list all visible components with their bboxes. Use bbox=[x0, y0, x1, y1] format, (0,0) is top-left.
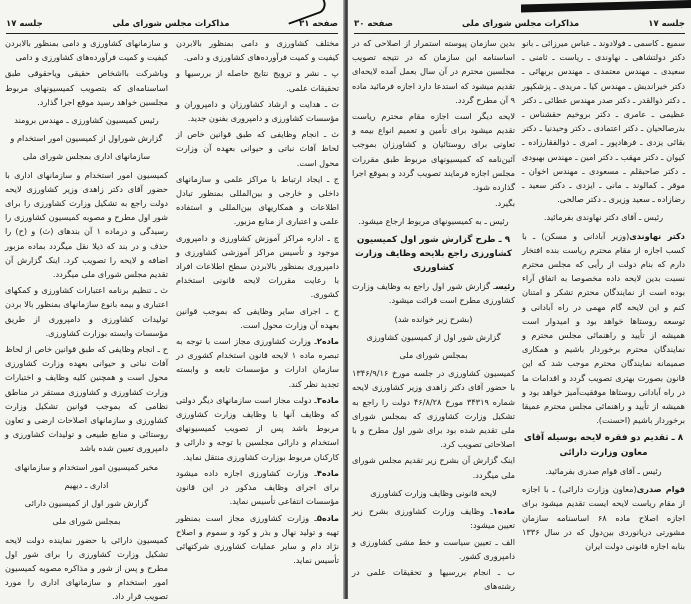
centered-line bbox=[5, 496, 168, 510]
centered-line bbox=[5, 514, 168, 528]
paragraph-text: رئیس ـ آقای قوام صدری بفرمائید. bbox=[545, 465, 662, 476]
centered-line bbox=[5, 149, 168, 163]
speaker-or-article-label: ماده۲ bbox=[316, 336, 339, 347]
paragraph bbox=[5, 533, 168, 604]
paragraph-text: چ ـ اداره مراکز آموزش کشاورزی و دامپروری موجود و تأسیس مراکز آموزشی کشاورزی و دامپروری بمنظور بالابردن سطح اطلاعات افراد با رعایت مقررات لایحه قانونی استخدام کشوری. bbox=[176, 232, 339, 300]
paragraph-text: لایحه دیگر است اجازه مقام محترم ریاست تقدیم میشود برای تأمین و تعمیم انواع بیمه و تعاونی برای روستائیان و کشاورزان بموجب آئین‌نامه که کمیسیونهای مربوط طبق مقررات مجلس اجازه فرمایند تصویب گردد و بموقع اجرا گذارده شود. bbox=[352, 111, 515, 193]
centered-line bbox=[5, 478, 168, 492]
speaker-or-article-label: ماده۳ bbox=[316, 394, 339, 405]
paragraph-text: بمجلس شورای ملی bbox=[52, 516, 121, 527]
running-title: مذاکرات مجلس شورای ملی bbox=[112, 19, 230, 29]
speaker-or-article-label: ماده۴ bbox=[316, 467, 339, 478]
paragraph-text: سازمانهای اداری بمجلس شورای ملی bbox=[22, 151, 151, 162]
paragraph-text: ـ گزارش شور اول راجع به وظایف وزارت کشاورزی مطرح است قرائت میشود. bbox=[352, 281, 515, 306]
paragraph bbox=[352, 196, 515, 210]
paragraph-text: رئیس کمیسیون کشاورزی ـ مهندس برومند bbox=[14, 115, 159, 126]
speaker-or-article-label: قوام صدری bbox=[636, 484, 685, 495]
paragraph-text: ۹ ـ طرح گزارش شور اول کمیسیون کشاورزی راجع بلایحه وظایف وزارت کشاورزی bbox=[355, 234, 512, 274]
centered-line bbox=[352, 348, 515, 362]
paragraph bbox=[176, 127, 339, 170]
paragraph bbox=[176, 304, 339, 332]
paragraph bbox=[5, 66, 168, 109]
paragraph bbox=[5, 36, 168, 64]
session-number: جلسه ۱۷ bbox=[648, 19, 685, 29]
paragraph bbox=[352, 453, 515, 481]
centered-line bbox=[522, 464, 685, 478]
paragraph-text: مخبر کمیسیون امور استخدام و سازمانهای bbox=[14, 461, 159, 472]
scan-edge-shadow bbox=[521, 0, 691, 12]
paragraph-text: ـ وظایف وزارت کشاورزی بشرح زیر تعیین میشود: bbox=[352, 506, 515, 531]
centered-line bbox=[522, 210, 685, 224]
centered-line bbox=[352, 312, 515, 326]
paragraph-text: ح ـ انجام وظایفی که طبق قوانین خاص از لحاظ آفات نباتی و حیوانی بعهده وزارت کشاورزی محول است و همچنین کلیه وظایف و اختیارات وزارت کشاورزی و کشاورزی مستقر در مناطق نظامی که بموجب قوانین تشکیل وزارت کشاورزی و سازمانهای اصلاحات ارضی و تعاون روستائی و منابع طبیعی و تولیدات کشاورزی و دامپروری تعیین شده باشد bbox=[5, 344, 168, 454]
paragraph bbox=[176, 172, 339, 229]
paragraph-text: لایحه قانونی وظایف وزارت کشاورزی bbox=[370, 487, 497, 498]
paragraph-text: (بشرح زیر خوانده شد) bbox=[394, 313, 473, 324]
paragraph-text: اداری ـ دیهیم bbox=[64, 479, 109, 490]
right-page-header bbox=[354, 18, 685, 34]
paragraph-text: کمیسیون دارائی با حضور نماینده دولت لایحه تشکیل وزارت کشاورزی را برای شور اول مطرح و پس از شور و مذاکره مصوبه کمیسیون امور استخدام و سازمانهای اداری را مورد تصویب قرار داد. bbox=[5, 534, 168, 602]
paragraph-text: ج ـ ایجاد ارتباط با مراکز علمی و سازمانهای داخلی و خارجی و بین‌المللی بمنظور تبادل اطلاعات و همکاریهای بین‌المللی و استفاده علمی و اعتباری از منابع مزبور. bbox=[176, 173, 339, 227]
paragraph bbox=[352, 109, 515, 194]
paragraph bbox=[176, 97, 339, 125]
left-page bbox=[0, 0, 344, 602]
paragraph-text: سمیع ـ کاسمی ـ فولادوند ـ عباس میرزائی ـ بانو دکتر دولتشاهی ـ نهاوندی ـ ریاست ـ ثامنی ـ سعیدی ـ مهندس معتمدی ـ مهندس بربهائی ـ دکتر خیراندیش ـ مهندس کیا ـ مریدی ـ پزشکپور ـ دکتر ذوالقدر ـ دکتر صدر مهندس عطائی ـ دکتر عظیمی ـ عامری ـ دکتر بروخیم حقشناس ـ بدرصالحیان ـ دکتر اعتمادی ـ دکتر وحیدنیا ـ دکتر بقائی یزدی ـ فرهادپور ـ امری ـ ذوالفقارزاده ـ کیوان ـ دکتر مهقب ـ دکتر امین ـ مهندس بهبودی ـ دکتر صاحبقلم ـ مسعودی ـ مهندس اخوان ـ موقر ـ کمالوند ـ مانی ـ ایزدی ـ دکتر سعید ـ رضازاده ـ سعید وزیری ـ دکتر صالحی. bbox=[522, 38, 685, 205]
paragraph bbox=[176, 393, 339, 464]
paragraph-text: (وزیر آبادانی و مسکن) ـ با کسب اجازه از مقام محترم ریاست بنده افتخار دارم که بنام دولت از رأیی که مجلس محترم نسبت بدین لایحه داده مخصوصا به اتفاق آراء بوده است از نمایندگان محترم تشکر و امتنان کنم و این لایحه گام مهمی در راه آبادانی و توسعه روستاها خواهد بود و امیدوار است همیشه از تأیید و راهنمائی مجلس محترم و نمایندگان محترم برخوردار باشیم و همکاری صمیمانه نمایندگان محترم موجب شد که این قانون بصورت بهتری تصویب گردد و اقدامات ما در راه آبادانی روستاها موفقیت‌آمیز خواهد بود و همیشه از تأیید و راهنمائی مجلس محترم عمیقا برخوردار باشیم (احسنت). bbox=[522, 230, 685, 426]
paragraph bbox=[352, 504, 515, 532]
paragraph bbox=[176, 466, 339, 509]
paragraph-text: ـ دولت مجاز است سازمانهای دیگر دولتی که وظایف آنها با وظایف وزارت کشاورزی مربوط باشد پس از تصویب کمیسیونهای استخدام و دارائی مجلسین با توجه و دارائی و کارکنان مربوط بوزارت کشاورزی منتقل نماید. bbox=[176, 394, 339, 462]
right-page-column-2 bbox=[522, 36, 685, 592]
page-number: صفحه ۳۰ bbox=[354, 19, 393, 29]
paragraph-text: ت ـ هدایت و ارشاد کشاورزان و دامپروران و مؤسسات کشاورزی و دامپروری بفنون جدید. bbox=[176, 98, 339, 124]
centered-line bbox=[352, 486, 515, 500]
paragraph-text: بدین سازمان پیوسته استمرار از اصلاحی که در اساسنامه این سازمان که در نتیجه تصویب مجلسین محترم در آن سال بعمل آمده لایحه‌ای تقدیم میشود که استدعا دارد اجازه فرمائید ماده ۹ آن مطرح گردد. bbox=[352, 38, 515, 105]
paragraph-text: ح ـ اجرای سایر وظایفی که بموجب قوانین بعهده آن وزارت محول است. bbox=[176, 305, 339, 330]
paragraph bbox=[352, 565, 515, 593]
paragraph-text: الف ـ تعیین سیاست و خط مشی کشاورزی و دامپروری کشور. bbox=[352, 536, 515, 561]
paragraph bbox=[5, 342, 168, 456]
paragraph-text: بگیرد. bbox=[494, 198, 515, 209]
paragraph-text: (معاون وزارت دارائی) ـ با اجازه از مقام ریاست لایحه ایست تقدیم میشود برای اجازه اصلاح ماده ۶۸ اساسنامه سازمان مشورتی دریانوردی بین‌دول که در سال ۱۳۳۶ بنابه اجازه قانونی دولت ایران bbox=[522, 484, 685, 551]
session-number: جلسه ۱۷ bbox=[6, 19, 43, 29]
paragraph-text: ث ـ تنظیم برنامه اعتبارات کشاورزی و کمکهای اعتباری و بیمه بانوع سازمانهای بمنظور بالا بردن تولیدات کشاورزی و دامپروری از طریق مؤسسات وابسته بوزارت کشاورزی. bbox=[5, 285, 168, 338]
paragraph-text: ـ وزارت کشاورزی اجازه داده میشود برای اجرای وظایف مذکور در این قانون مؤسسات انتفاعی تأسیس نماید. bbox=[176, 467, 339, 507]
section-heading bbox=[522, 431, 685, 459]
paragraph-text: پ ـ نشر و ترویج نتایج حاصله از بررسیها و تحقیقات علمی. bbox=[176, 68, 339, 93]
centered-line bbox=[352, 214, 515, 228]
left-page-column-2 bbox=[176, 36, 339, 592]
paragraph bbox=[176, 231, 339, 302]
paragraph-text: گزارش شور اول از کمیسیون دارائی bbox=[24, 498, 149, 509]
paragraph-text: گزارش شور اول از کمیسیون کشاورزی bbox=[366, 331, 501, 342]
paragraph-text: کمیسیون امور استخدام و سازمانهای اداری با حضور آقای دکتر زاهدی وزیر کشاورزی لایحه دولت راجع به تشکیل وزارت کشاورزی را برای شور اول مطرح و مصوبه کمیسیون کشاورزی را رسیدگی و درماده ۱ آن بندهای (ث) و (ح) را حذف و در بند که ذیلا نقل میگردد بماده مزبور اضافه و لایحه را تصویب کرد. اینک گزارش آن تقدیم مجلس شورای ملی میگردد. bbox=[5, 169, 169, 280]
paragraph bbox=[352, 36, 515, 107]
centered-line bbox=[5, 113, 168, 127]
paragraph bbox=[176, 36, 339, 64]
paragraph-text: بمجلس شورای ملی bbox=[399, 350, 468, 361]
centered-line bbox=[352, 330, 515, 344]
paragraph-text: رئیس ـ آقای دکتر نهاوندی بفرمائید. bbox=[543, 212, 664, 223]
paragraph-text: ث ـ انجام وظایفی که طبق قوانین خاص از لحاظ آفات نباتی و حیوانی بعهده آن وزارت محول است. bbox=[176, 129, 339, 168]
section-heading bbox=[352, 233, 515, 276]
paragraph-text: ب ـ انجام بررسیها و تحقیقات علمی در رشته‌های bbox=[352, 566, 515, 592]
paragraph bbox=[352, 279, 515, 307]
paragraph-text: کمیسیون کشاورزی در جلسه مورخ ۱۳۴۶/۹/۱۶ با حضور آقای دکتر زاهدی وزیر کشاورزی لایحه شماره ۳۴۳۱۹ مورخ ۴۶/۸/۲۸ دولت را راجع به تشکیل وزارت کشاورزی که بمجلس شورای ملی تقدیم شده بود برای شور اول مطرح و با اصلاحاتی تصویب کرد. bbox=[352, 368, 516, 450]
paragraph-text: گزارش شوراول از کمیسیون امور استخدام و bbox=[10, 133, 163, 144]
paragraph-text: ـ وزارت کشاورزی مجاز است با توجه به تبصره ماده ۱ لایحه قانون استخدام کشوری در سازمان ادارات و مؤسسات تابعه و وابسته تجدید نظر کند. bbox=[176, 336, 339, 389]
paragraph bbox=[176, 511, 339, 568]
speaker-or-article-label: دکتر نهاوندی bbox=[629, 230, 686, 241]
left-page-header bbox=[6, 18, 338, 34]
right-page bbox=[348, 0, 691, 599]
paragraph bbox=[522, 229, 685, 428]
paragraph-text: مختلف کشاورزی و دامی بمنظور بالابردن کیفیت و کمیت فرآورده‌های کشاورزی و دامی. bbox=[176, 38, 339, 63]
right-page-column-1 bbox=[352, 36, 515, 592]
speaker-or-article-label: رئیس bbox=[495, 281, 515, 292]
centered-line bbox=[5, 131, 168, 145]
paragraph bbox=[352, 535, 515, 563]
centered-line bbox=[5, 460, 168, 474]
paragraph-text: رئیس ـ به کمیسیونهای مربوط ارجاع میشود. bbox=[358, 216, 509, 227]
paragraph bbox=[176, 334, 339, 391]
speaker-or-article-label: ماده۵ bbox=[316, 512, 339, 523]
paragraph-text: و سازمانهای کشاورزی و دامی بمنظور بالابردن کیفیت و کمیت فرآورده‌های کشاورزی و دامی bbox=[5, 38, 168, 63]
left-page-column-1 bbox=[5, 36, 169, 602]
paragraph bbox=[5, 283, 168, 340]
paragraph bbox=[5, 168, 168, 282]
paragraph bbox=[522, 482, 685, 553]
paragraph bbox=[176, 66, 339, 94]
paragraph bbox=[522, 36, 685, 206]
speaker-or-article-label: ماده۱ bbox=[492, 506, 515, 517]
paragraph-text: ۸ ـ تقدیم دو فقره لایحه بوسیله آقای معاون وزارت دارائی bbox=[523, 433, 684, 458]
paragraph bbox=[352, 366, 515, 451]
page-number: صفحه ۳۱ bbox=[299, 19, 338, 29]
running-title: مذاکرات مجلس شورای ملی bbox=[462, 19, 580, 29]
paragraph-text: وباشرکت بااشخاص حقیقی ویاحقوقی طبق اساسنامه‌ای که بتصویب کمیسیونهای مربوط مجلسین خواهد رسید موقع اجرا گذارد. bbox=[5, 68, 168, 107]
paragraph-text: اینک گزارش آن بشرح زیر تقدیم مجلس شورای ملی میگردد. bbox=[352, 455, 515, 480]
paragraph-text: ـ وزارت کشاورزی مجاز است بمنظور تهیه و تولید نهال و بذر و کود و سموم و اصلاح نژاد دام و سایر عملیات کشاورزی شرکتهائی تأسیس نماید. bbox=[176, 512, 339, 566]
